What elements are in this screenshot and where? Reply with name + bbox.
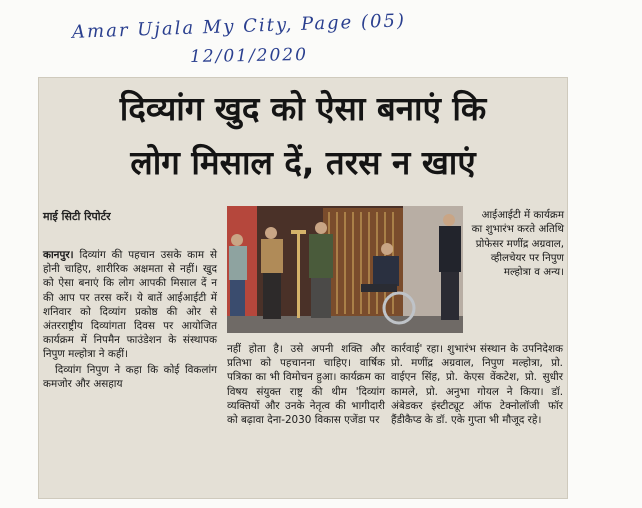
dateline: कानपुर।: [43, 249, 74, 261]
handwritten-source-note: Amar Ujala My City, Page (05): [71, 10, 407, 43]
article-paragraph-2: दिव्यांग निपुण ने कहा कि कोई विकलांग कमजोर और असहाय: [43, 363, 217, 390]
byline: माई सिटी रिपोर्टर: [43, 210, 111, 223]
article-paragraph-1: दिव्यांग की पहचान उसके काम से होनी चाहिए, शारीरिक अक्षमता से नहीं। खुद को ऐसा बनाएं कि लोग आपकी मिसाल दें न की आप पर तरस करें। ये बातें आईआईटी में शनिवार को दिव्यांग प्रकोष्ठ की ओर से अंतरराष्ट्रीय दिव्यांगता दिवस पर आयोजित कार्यक्रम में निपमैन फाउंडेशन के संस्थापक निपुण मल्होत्रा ने कहीं।: [43, 249, 217, 361]
photo-caption: आईआईटी में कार्यक्रम का शुभारंभ करते अतिथि प्रोफेसर मणींद्र अग्रवाल, व्हीलचेयर पर निपुण मल्होत्रा व अन्य।: [471, 209, 564, 279]
event-photo: [227, 206, 463, 333]
article-column-1: [43, 248, 217, 391]
event-photo-illustration: [227, 206, 463, 333]
headline-line-2: लोग मिसाल दें, तरस न खाएं: [130, 143, 476, 182]
headline-line-1: दिव्यांग खुद को ऐसा बनाएं कि: [119, 89, 487, 128]
article-column-2: नहीं होता है। उसे अपनी शक्ति और प्रतिभा को पहचानना चाहिए। वार्षिक पत्रिका का भी विमोचन हुआ। कार्यक्रम का विषय संयुक्त राष्ट्र की थीम 'दिव्यांग व्यक्तियों और उनके नेतृत्व की भागीदारी को बढ़ावा देना-2030 विकास एजेंडा पर: [227, 343, 385, 427]
handwritten-date-note: 12/01/2020: [189, 44, 309, 68]
newspaper-clipping: [39, 78, 567, 498]
article-column-3: कार्रवाई' रहा। शुभारंभ संस्थान के उपनिदेशक प्रो. मणींद्र अग्रवाल, निपुण मल्होत्रा, प्रो. वाईएन सिंह, प्रो. केएस वेंकटेश, प्रो. सुधीर कामले, प्रो. अनुभा गोयल ने किया। डॉ. अंबेडकर इंस्टीट्यूट ऑफ टेक्नोलॉजी फॉर हैंडीकैप्ड के डॉ. एके गुप्ता भी मौजूद रहे।: [391, 343, 563, 427]
